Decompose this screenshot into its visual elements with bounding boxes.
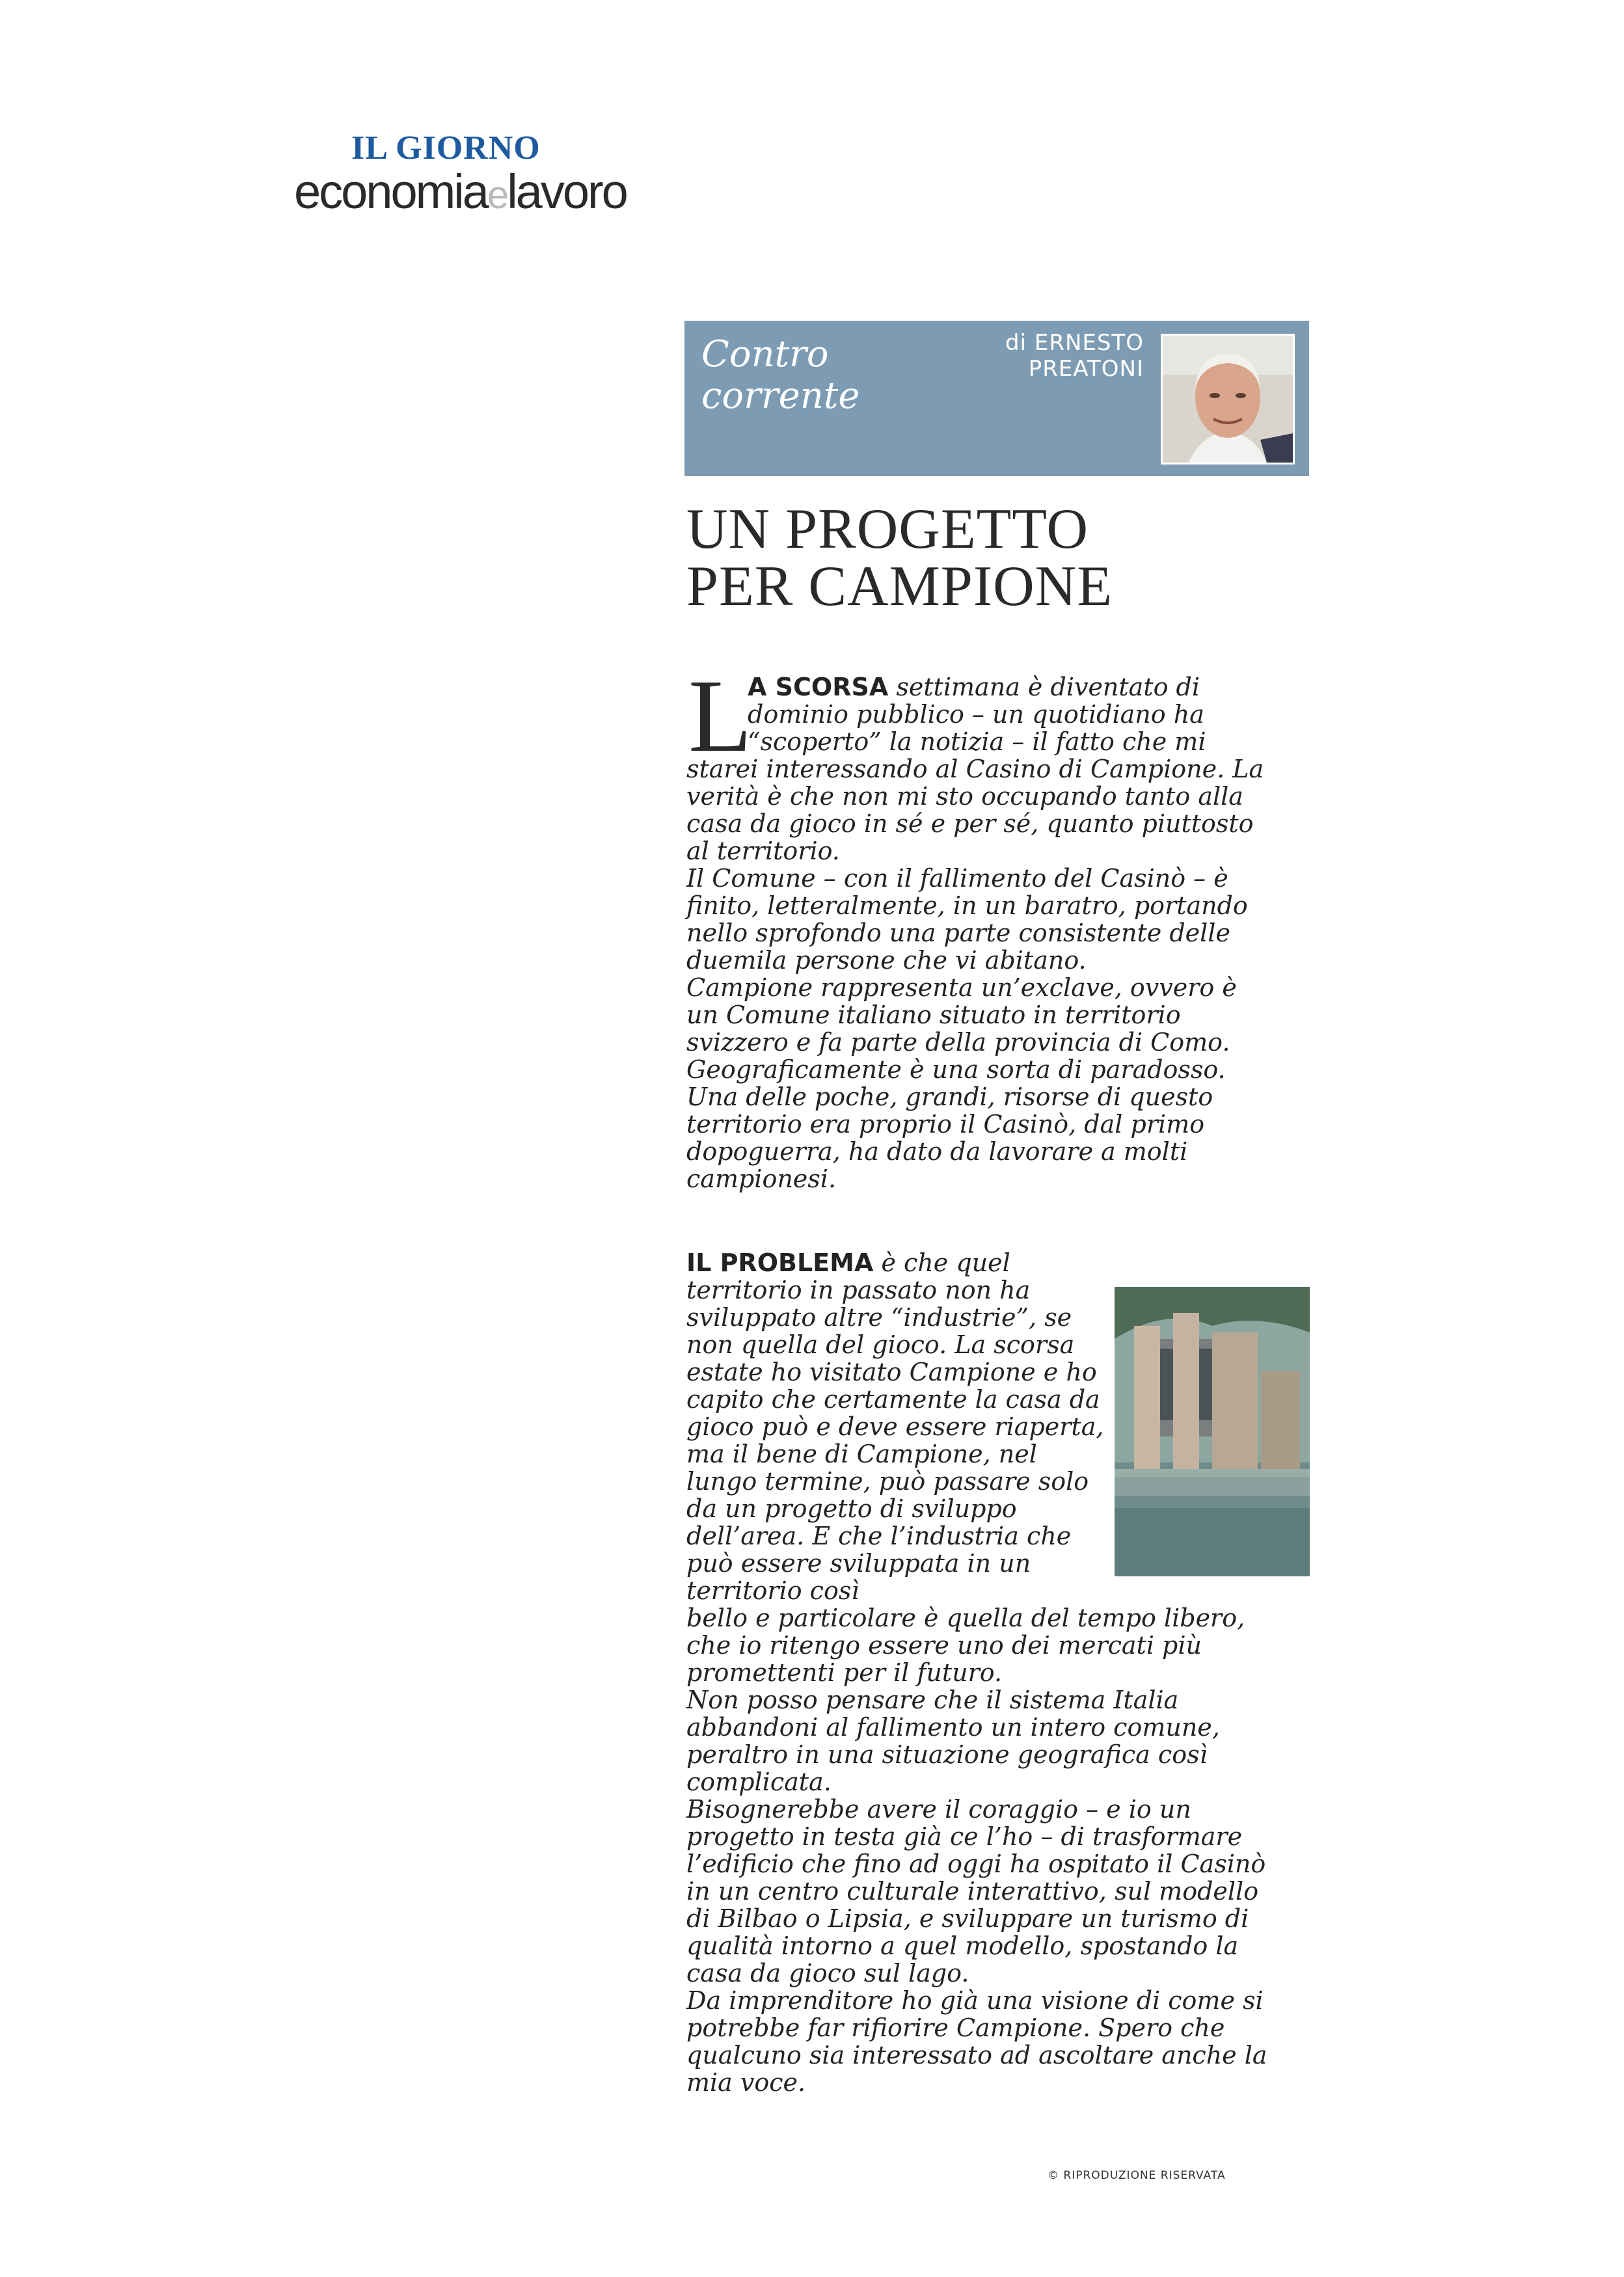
- column-rubric: Contro corrente: [701, 333, 860, 417]
- masthead: [294, 130, 684, 221]
- lead-in: A SCORSA: [748, 673, 889, 701]
- newspaper-logo: IL GIORNO: [351, 129, 541, 167]
- casino-photo: [1115, 1287, 1310, 1576]
- article-section-2-continued: [686, 1604, 1272, 2096]
- article-section-2: [686, 1249, 1109, 1604]
- paragraph: Campione rappresenta un’exclave, ovvero è un Comune italiano situato in territorio svizzero e fa parte della provincia di Como. Geograficamente è una sorta di paradosso. Una delle poche, grandi, risorse di questo territorio era proprio il Casinò, dal primo dopoguerra, ha dato da lavorare a molti campionesi.: [686, 973, 1237, 1193]
- paragraph: IL PROBLEMA è che quel territorio in passato non ha sviluppato altre “industrie”, se non quella del gioco. La scorsa estate ho visitato Campione e ho capito che certamente la casa da gioco può e deve essere riaperta, ma il bene di Campione, nel lungo termine, può passare solo da un progetto di sviluppo dell’area. E che l’industria che può essere sviluppata in un territorio così: [686, 1248, 1104, 1605]
- paragraph: Non posso pensare che il sistema Italia abbandoni al fallimento un intero comune, peraltro in una situazione geografica così complicata.: [686, 1686, 1220, 1796]
- paragraph: starei interessando al Casino di Campione. La verità è che non mi sto occupando tanto alla casa da gioco in sé e per sé, quanto piuttosto al territorio.: [686, 755, 1264, 865]
- copyright-notice: © RIPRODUZIONE RISERVATA: [1048, 2169, 1226, 2182]
- section-logo: economiaelavoro: [294, 165, 627, 219]
- first-paragraph-opening: A SCORSA settimana è diventato di: [748, 673, 1200, 701]
- author-portrait: [1161, 334, 1295, 465]
- article-headline: UN PROGETTO PER CAMPIONE: [686, 498, 1113, 618]
- column-banner: [684, 321, 1309, 476]
- paragraph: Da imprenditore ho già una visione di come si potrebbe far rifiorire Campione. Spero che qualcuno sia interessato ad ascoltare anche la mia voce.: [686, 1986, 1267, 2097]
- paragraph: Il Comune – con il fallimento del Casinò – è finito, letteralmente, in un baratro, portando nello sprofondo una parte consistente delle duemila persone che vi abitano.: [686, 864, 1248, 975]
- drop-cap: L: [688, 658, 752, 774]
- paragraph: Bisognerebbe avere il coraggio – e io un progetto in testa già ce l’ho – di trasformare l’edificio che fino ad oggi ha ospitato il Casinò in un centro culturale interattivo, sul modello di Bilbao o Lipsia, e sviluppare un turismo di qualità intorno a quel modello, spostando la casa da gioco sul lago.: [686, 1795, 1266, 1987]
- lead-in: IL PROBLEMA: [686, 1248, 874, 1277]
- article-section-1: A SCORSA settimana è diventato di dominio pubblico – un quotidiano ha “scoperto” la notizia – il fatto che mi starei interessando al Casino di Campione. La verità è che non mi sto occupando tanto alla casa da gioco in sé e per sé, quanto piuttosto al territorio. Il Comune – con il fallimento del Casinò – è finito, letteralmente, in un baratro, portando nello sprofondo una parte consistente delle duemila persone che vi abitano. Campione rappresenta un’exclave, ovvero è un Comune italiano situato in territorio svizzero e fa parte della provincia di Como. Geograficamente è una sorta di paradosso. Una delle poche, grandi, risorse di questo territorio era proprio il Casinò, dal primo dopoguerra, ha dato da lavorare a molti campionesi.: [686, 673, 1272, 1192]
- paragraph: bello e particolare è quella del tempo libero, che io ritengo essere uno dei mercati più promettenti per il futuro.: [686, 1604, 1245, 1687]
- author-byline: di ERNESTO PREATONI: [1005, 330, 1144, 382]
